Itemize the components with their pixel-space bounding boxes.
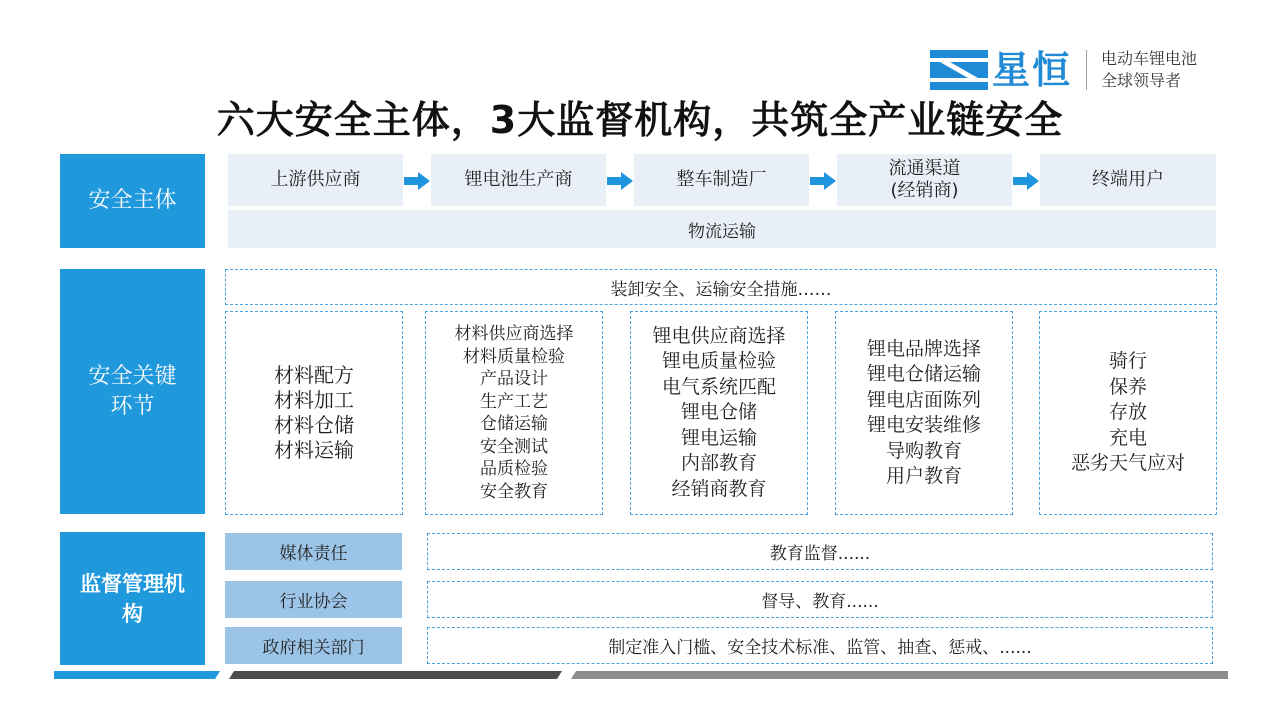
supervision-label-media: 媒体责任 <box>225 533 402 570</box>
supervision-desc-text: 教育监督...... <box>769 544 871 564</box>
key-link-item: 材料质量检验 <box>463 346 565 367</box>
key-link-item: 材料仓储 <box>274 413 354 437</box>
key-link-item: 锂电运输 <box>680 426 757 449</box>
logistics-bar: 物流运输 <box>228 210 1216 248</box>
key-link-item: 仓储运输 <box>480 414 548 434</box>
key-link-item: 锂电安装维修 <box>866 414 981 436</box>
key-link-item: 骑行 <box>1108 350 1147 373</box>
key-link-item: 材料供应商选择 <box>454 324 574 344</box>
key-link-item: 恶劣天气应对 <box>1070 452 1185 475</box>
logo-slogan <box>1101 48 1197 92</box>
supervision-label-association: 行业协会 <box>225 581 402 618</box>
chain-step-battery-maker: 锂电池生产商 <box>431 154 606 206</box>
arrow-right-icon <box>810 172 836 190</box>
key-link-item: 锂电供应商选择 <box>652 324 786 347</box>
key-link-item: 安全教育 <box>480 481 548 502</box>
key-link-item: 经销商教育 <box>671 477 767 500</box>
logo-mark-icon <box>930 50 988 90</box>
key-link-item: 导购教育 <box>885 439 962 462</box>
arrow-right-icon <box>607 172 633 190</box>
key-link-box-end-user <box>1039 311 1217 515</box>
key-link-item: 材料配方 <box>274 363 354 387</box>
key-link-item: 存放 <box>1108 401 1147 424</box>
key-link-item: 锂电店面陈列 <box>866 388 981 411</box>
arrow-right-icon <box>404 172 430 190</box>
logo-slogan-line1: 电动车锂电池 <box>1101 49 1198 68</box>
chain-step-distribution-line1: 流通渠道 <box>888 158 961 179</box>
key-link-item: 品质检验 <box>480 459 548 479</box>
key-link-item: 充电 <box>1108 426 1147 449</box>
key-link-item: 安全测试 <box>480 436 548 457</box>
section-label-key-links: 安全关键环节 <box>60 269 205 514</box>
page-title: 六大安全主体，3大监督机构，共筑全产业链安全 <box>216 98 1064 142</box>
key-link-item: 材料运输 <box>274 438 354 462</box>
section-label-subjects: 安全主体 <box>60 154 205 248</box>
section-label-supervision: 监督管理机构 <box>60 532 205 665</box>
key-link-box-battery-maker <box>425 311 603 515</box>
logo-slogan-line2: 全球领导者 <box>1101 71 1182 90</box>
key-link-item: 锂电品牌选择 <box>866 337 981 360</box>
key-link-box-materials <box>225 311 403 515</box>
key-link-item: 用户教育 <box>885 465 962 487</box>
key-link-item: 锂电质量检验 <box>661 350 776 373</box>
key-link-item: 锂电仓储 <box>680 401 757 424</box>
supervision-desc-association <box>427 581 1213 618</box>
key-link-item: 保养 <box>1108 375 1147 398</box>
supervision-desc-text: 督导、教育...... <box>761 592 879 612</box>
chain-step-upstream-supplier: 上游供应商 <box>228 154 403 206</box>
footer-decoration <box>54 671 1228 679</box>
transport-measures-box <box>225 269 1217 305</box>
supervision-label-government: 政府相关部门 <box>225 627 402 664</box>
supervision-desc-media <box>427 533 1213 570</box>
key-link-item: 电气系统匹配 <box>661 375 776 398</box>
chain-step-distribution-line2: (经销商) <box>890 180 959 201</box>
key-link-item: 内部教育 <box>680 452 757 475</box>
chain-step-vehicle-maker: 整车制造厂 <box>634 154 809 206</box>
key-link-box-distribution <box>835 311 1013 515</box>
brand-logo <box>930 48 1197 92</box>
key-link-item: 锂电仓储运输 <box>866 363 981 385</box>
supervision-desc-government <box>427 627 1213 664</box>
arrow-right-icon <box>1013 172 1039 190</box>
key-link-box-vehicle-maker <box>630 311 808 515</box>
logo-divider <box>1086 50 1087 90</box>
key-link-item: 生产工艺 <box>480 391 548 412</box>
logo-name: 星恒 <box>992 48 1073 92</box>
key-link-item: 材料加工 <box>274 388 354 412</box>
chain-step-distribution <box>837 154 1012 206</box>
supervision-desc-text: 制定准入门槛、安全技术标准、监管、抽查、惩戒、...... <box>608 638 1032 658</box>
transport-measures-text: 装卸安全、运输安全措施…… <box>610 279 832 300</box>
chain-step-end-user: 终端用户 <box>1040 154 1216 206</box>
key-link-item: 产品设计 <box>480 369 548 389</box>
